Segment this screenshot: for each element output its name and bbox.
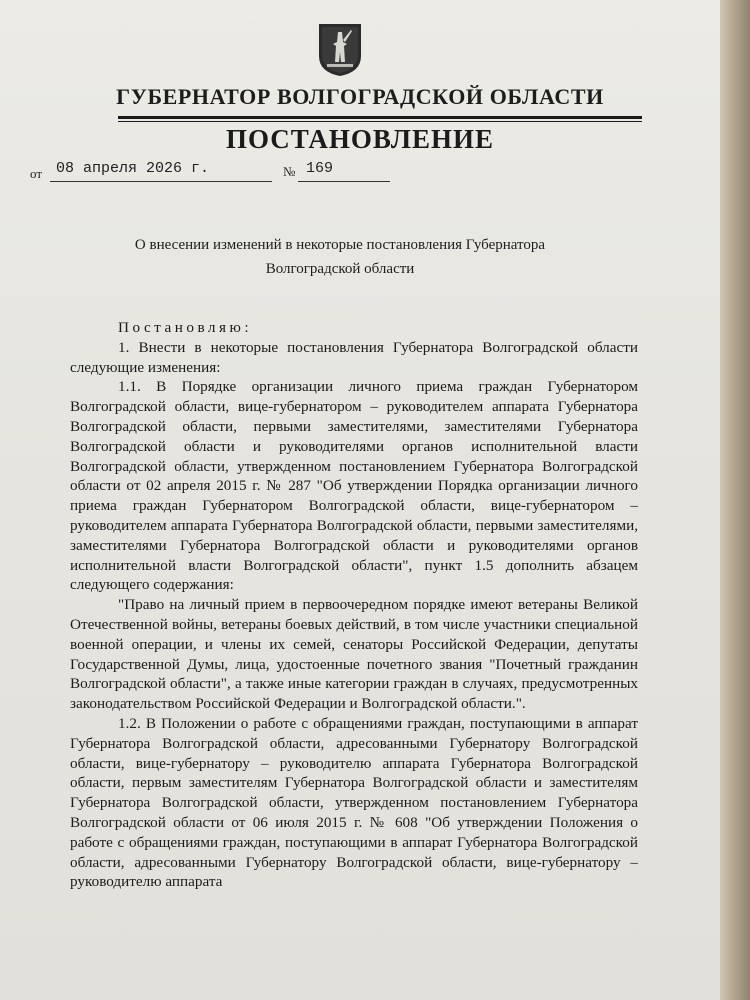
paragraph-1-1: 1.1. В Порядке организации личного приема граждан Губернатором Волгоградской области, вице-губернатором – руководителем аппарата Губернатора Волгоградской области, первыми заместителями, заместителями Губернатора Волгоградской области и руководителями органов исполнительной власти Волгоградской области, утвержденном постановлением Губернатора Волгоградской области от 02 апреля 2015 г. № 287 "Об утверждении Порядка организации личного приема граждан Губернатором Волгоградской области, вице-губернатором – руководителем аппарата Губернатора Волгоградской области, первыми заместителями, заместителями Губернатора Волгоградской области и руководителями органов исполнительной власти Волгоградской области", пункт 1.5 дополнить абзацем следующего содержания:	[70, 378, 638, 594]
decree-word: Постановляю:	[118, 319, 253, 336]
paragraph-1-2: 1.2. В Положении о работе с обращениями граждан, поступающими в аппарат Губернатора Волгоградской области, адресованными Губернатору Волгоградской области, вице-губернатору – руководителю аппарата Губернатора Волгоградской области, первым заместителям Губернатора Волгоградской области и заместителям Губернатора Волгоградской области, утвержденном постановлением Губернатора Волгоградской области от 06 июля 2015 г. № 608 "Об утверждении Положения о работе с обращениями граждан, поступающими в аппарат Губернатора Волгоградской области, адресованными Губернатору Волгоградской области, вице-губернатору – руководителю аппарата	[70, 714, 638, 891]
number-label: №	[283, 164, 296, 179]
document-body	[70, 318, 638, 892]
date-underline	[50, 181, 272, 182]
subject-line-1: О внесении изменений в некоторые постановления Губернатора	[134, 237, 546, 253]
quoted-amendment: "Право на личный прием в первоочередном порядке имеют ветераны Великой Отечественной войны, ветераны боевых действий, в том числе участники специальной военной операции, и члены их семей, сенаторы Российской Федерации, депутаты Государственной Думы, лица, удостоенные почетного звания "Почетный гражданин Волгоградской области", а также иные категории граждан в случаях, предусмотренных законодательством Российской Федерации и Волгоградской области.".	[70, 596, 638, 713]
coat-of-arms-icon	[317, 22, 363, 78]
document-number: 169	[306, 160, 334, 177]
subject-line-2: Волгоградской области	[265, 261, 415, 277]
document-date: 08 апреля 2026 г.	[56, 160, 210, 177]
document-type: ПОСТАНОВЛЕНИЕ	[225, 124, 495, 154]
issuer-title: ГУБЕРНАТОР ВОЛГОГРАДСКОЙ ОБЛАСТИ	[116, 84, 604, 109]
document-subject	[60, 233, 620, 281]
header-rule-thin	[118, 121, 642, 122]
paragraph-1: 1. Внести в некоторые постановления Губернатора Волгоградской области следующие изменения:	[70, 338, 638, 376]
number-underline	[298, 181, 390, 182]
header-rule-thick	[118, 116, 642, 119]
background-surface	[720, 0, 750, 1000]
date-label: от	[30, 166, 43, 181]
